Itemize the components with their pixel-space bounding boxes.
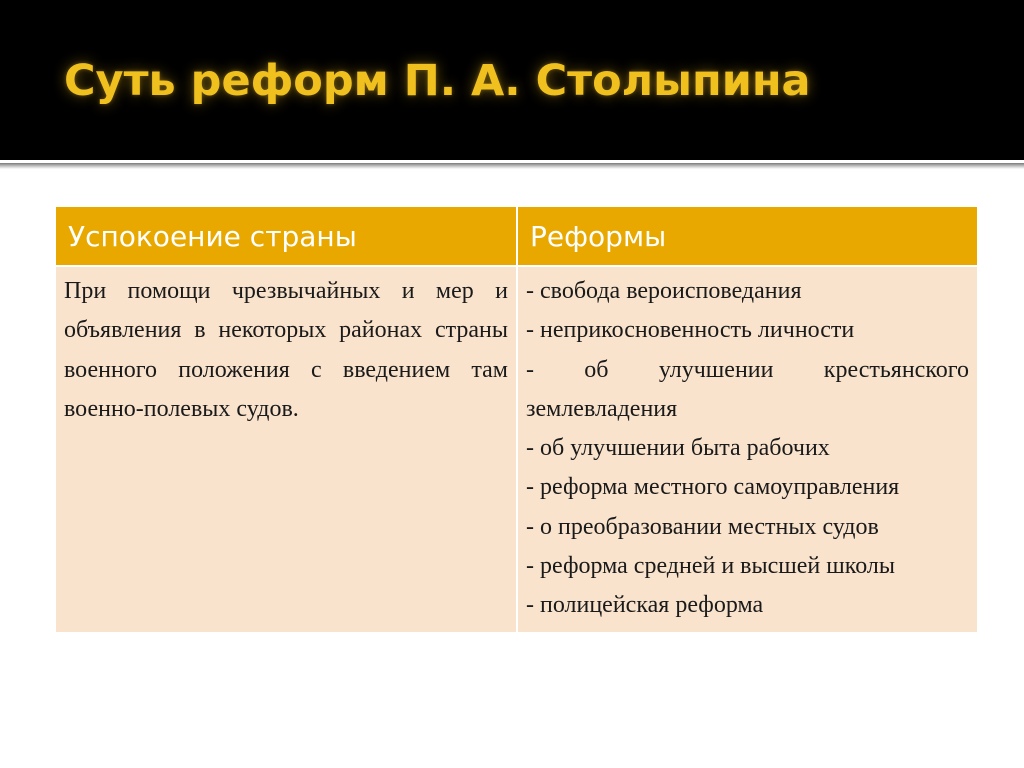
- reform-item: - неприкосновенность личности: [526, 317, 855, 344]
- reform-item: - реформа средней и высшей школы: [526, 553, 895, 580]
- reform-item: - о преобразовании местных судов: [526, 513, 879, 540]
- table-header-row: [56, 207, 977, 266]
- table-body-row: [56, 266, 977, 632]
- header-pacification: Успокоение страны: [56, 207, 517, 266]
- reform-item: - свобода вероисповедания: [526, 278, 802, 304]
- reform-item: - об улучшении быта рабочих: [526, 435, 830, 462]
- reforms-cell: [517, 266, 977, 632]
- reform-item: - реформа местного самоуправления: [526, 474, 900, 501]
- title-separator: [0, 163, 1024, 169]
- pacification-cell: [56, 266, 517, 632]
- pacification-text: При помощи чрезвычайных и мер и объявления в некоторых районах страны военного положения с введением там военно-полевых судов.: [64, 278, 508, 422]
- slide-title: Суть реформ П. А. Столыпина: [64, 56, 811, 106]
- header-reforms: Реформы: [517, 207, 977, 266]
- title-bar: [0, 0, 1024, 160]
- reform-item: - полицейская реформа: [526, 592, 764, 619]
- reform-item: - об улучшении крестьянского землевладения: [526, 356, 969, 422]
- reforms-table: [56, 207, 977, 632]
